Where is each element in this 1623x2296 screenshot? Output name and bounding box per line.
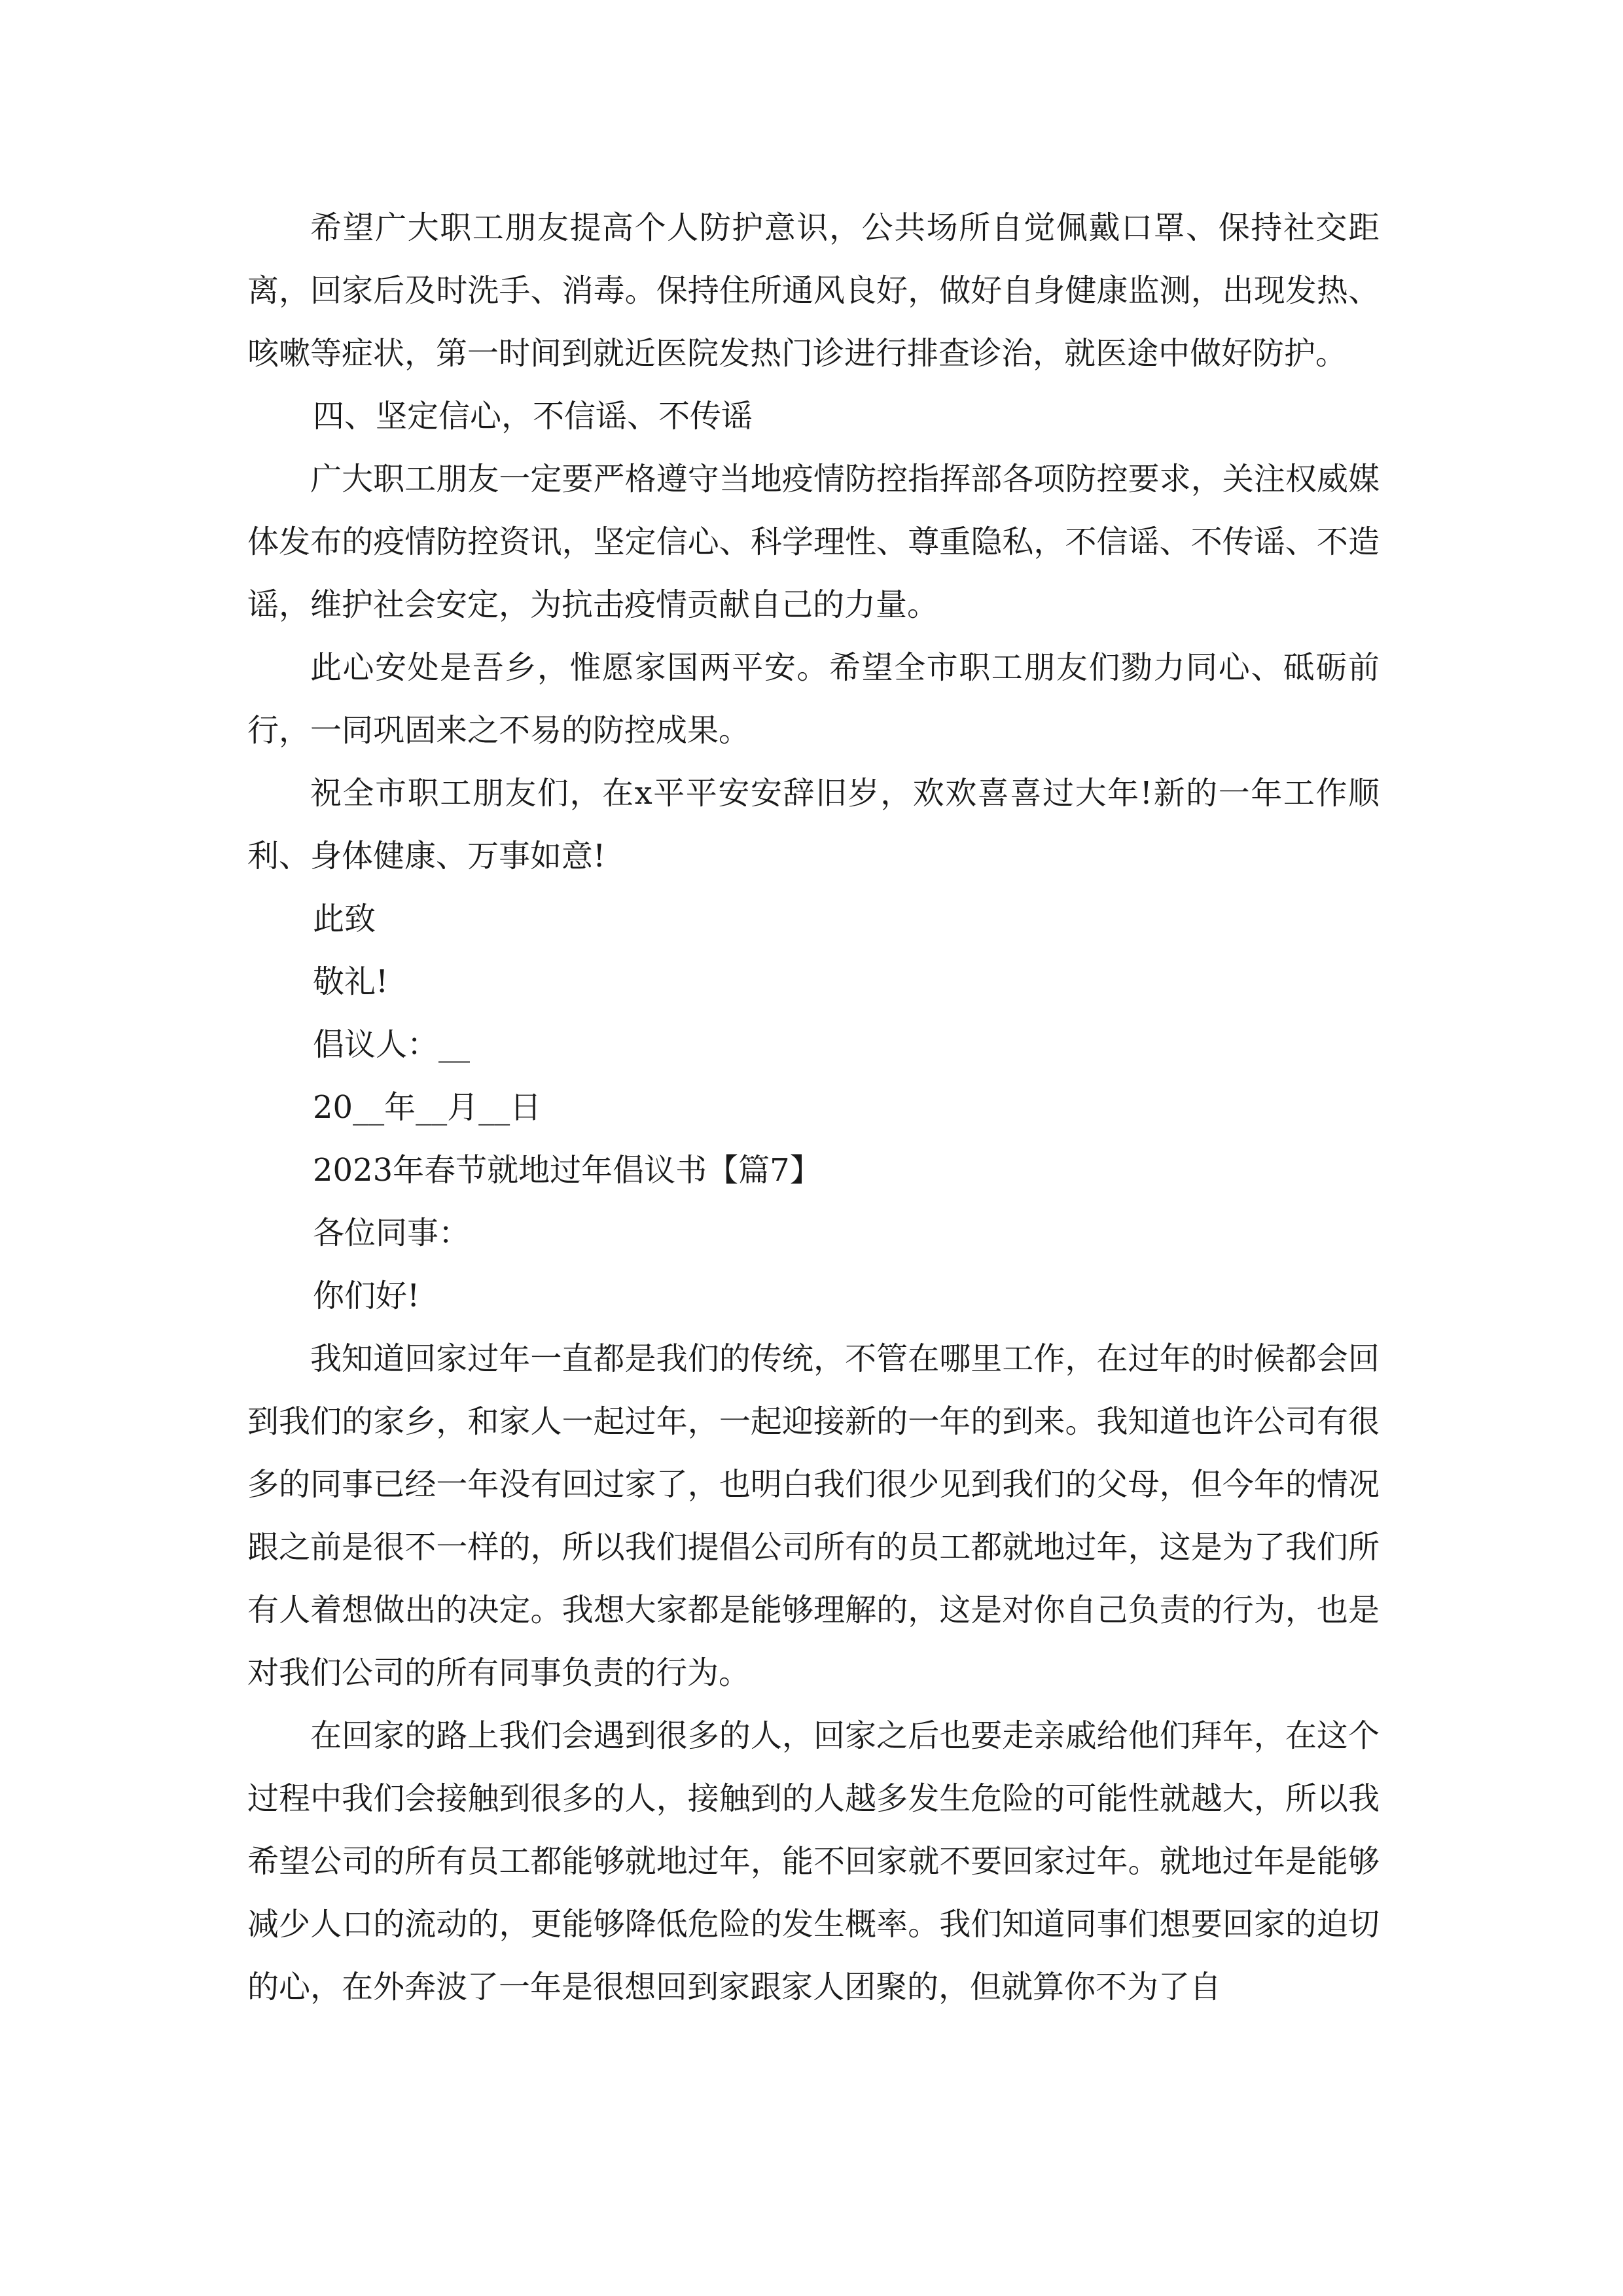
greeting: 你们好! <box>313 1278 420 1314</box>
section-heading-4: 四、坚定信心，不信谣、不传谣 <box>313 398 753 435</box>
closing-cizhi: 此致 <box>313 901 376 937</box>
proposer-line: 倡议人：__ <box>313 1026 471 1063</box>
paragraph-risk: 在回家的路上我们会遇到很多的人，回家之后也要走亲戚给他们拜年，在这个过程中我们会接触到很多的人，接触到的人越多发生危险的可能性就越大，所以我希望公司的所有员工都能够就地过年，能不回家就不要回家过年。就地过年是能够减少人口的流动的，更能够降低危险的发生概率。我们知道同事们想要回家的迫切的心，在外奔波了一年是很想回到家跟家人团聚的，但就算你不为了自 <box>247 1717 1380 2005</box>
article-title: 2023年春节就地过年倡议书【篇7】 <box>313 1152 821 1189</box>
date-line: 20__年__月__日 <box>313 1089 542 1126</box>
paragraph-protection: 希望广大职工朋友提高个人防护意识，公共场所自觉佩戴口罩、保持社交距离，回家后及时洗手、消毒。保持住所通风良好，做好自身健康监测，出现发热、咳嗽等症状，第一时间到就近医院发热门诊进行排查诊治，就医途中做好防护。 <box>247 209 1380 372</box>
paragraph-rumors: 广大职工朋友一定要严格遵守当地疫情防控指挥部各项防控要求，关注权威媒体发布的疫情防控资讯，坚定信心、科学理性、尊重隐私，不信谣、不传谣、不造谣，维护社会安定，为抗击疫情贡献自己的力量。 <box>247 461 1380 623</box>
document-page <box>247 196 1380 2018</box>
paragraph-tradition: 我知道回家过年一直都是我们的传统，不管在哪里工作，在过年的时候都会回到我们的家乡，和家人一起过年，一起迎接新的一年的到来。我知道也许公司有很多的同事已经一年没有回过家了，也明白我们很少见到我们的父母，但今年的情况跟之前是很不一样的，所以我们提倡公司所有的员工都就地过年，这是为了我们所有人着想做出的决定。我想大家都是能够理解的，这是对你自己负责的行为，也是对我们公司的所有同事负责的行为。 <box>247 1340 1380 1691</box>
closing-jingli: 敬礼! <box>313 963 389 1000</box>
salutation: 各位同事： <box>313 1215 471 1251</box>
paragraph-wishes: 祝全市职工朋友们，在x平平安安辞旧岁，欢欢喜喜过大年!新的一年工作顺利、身体健康、万事如意! <box>247 775 1380 874</box>
paragraph-hometown: 此心安处是吾乡，惟愿家国两平安。希望全市职工朋友们勠力同心、砥砺前行，一同巩固来之不易的防控成果。 <box>247 649 1380 749</box>
